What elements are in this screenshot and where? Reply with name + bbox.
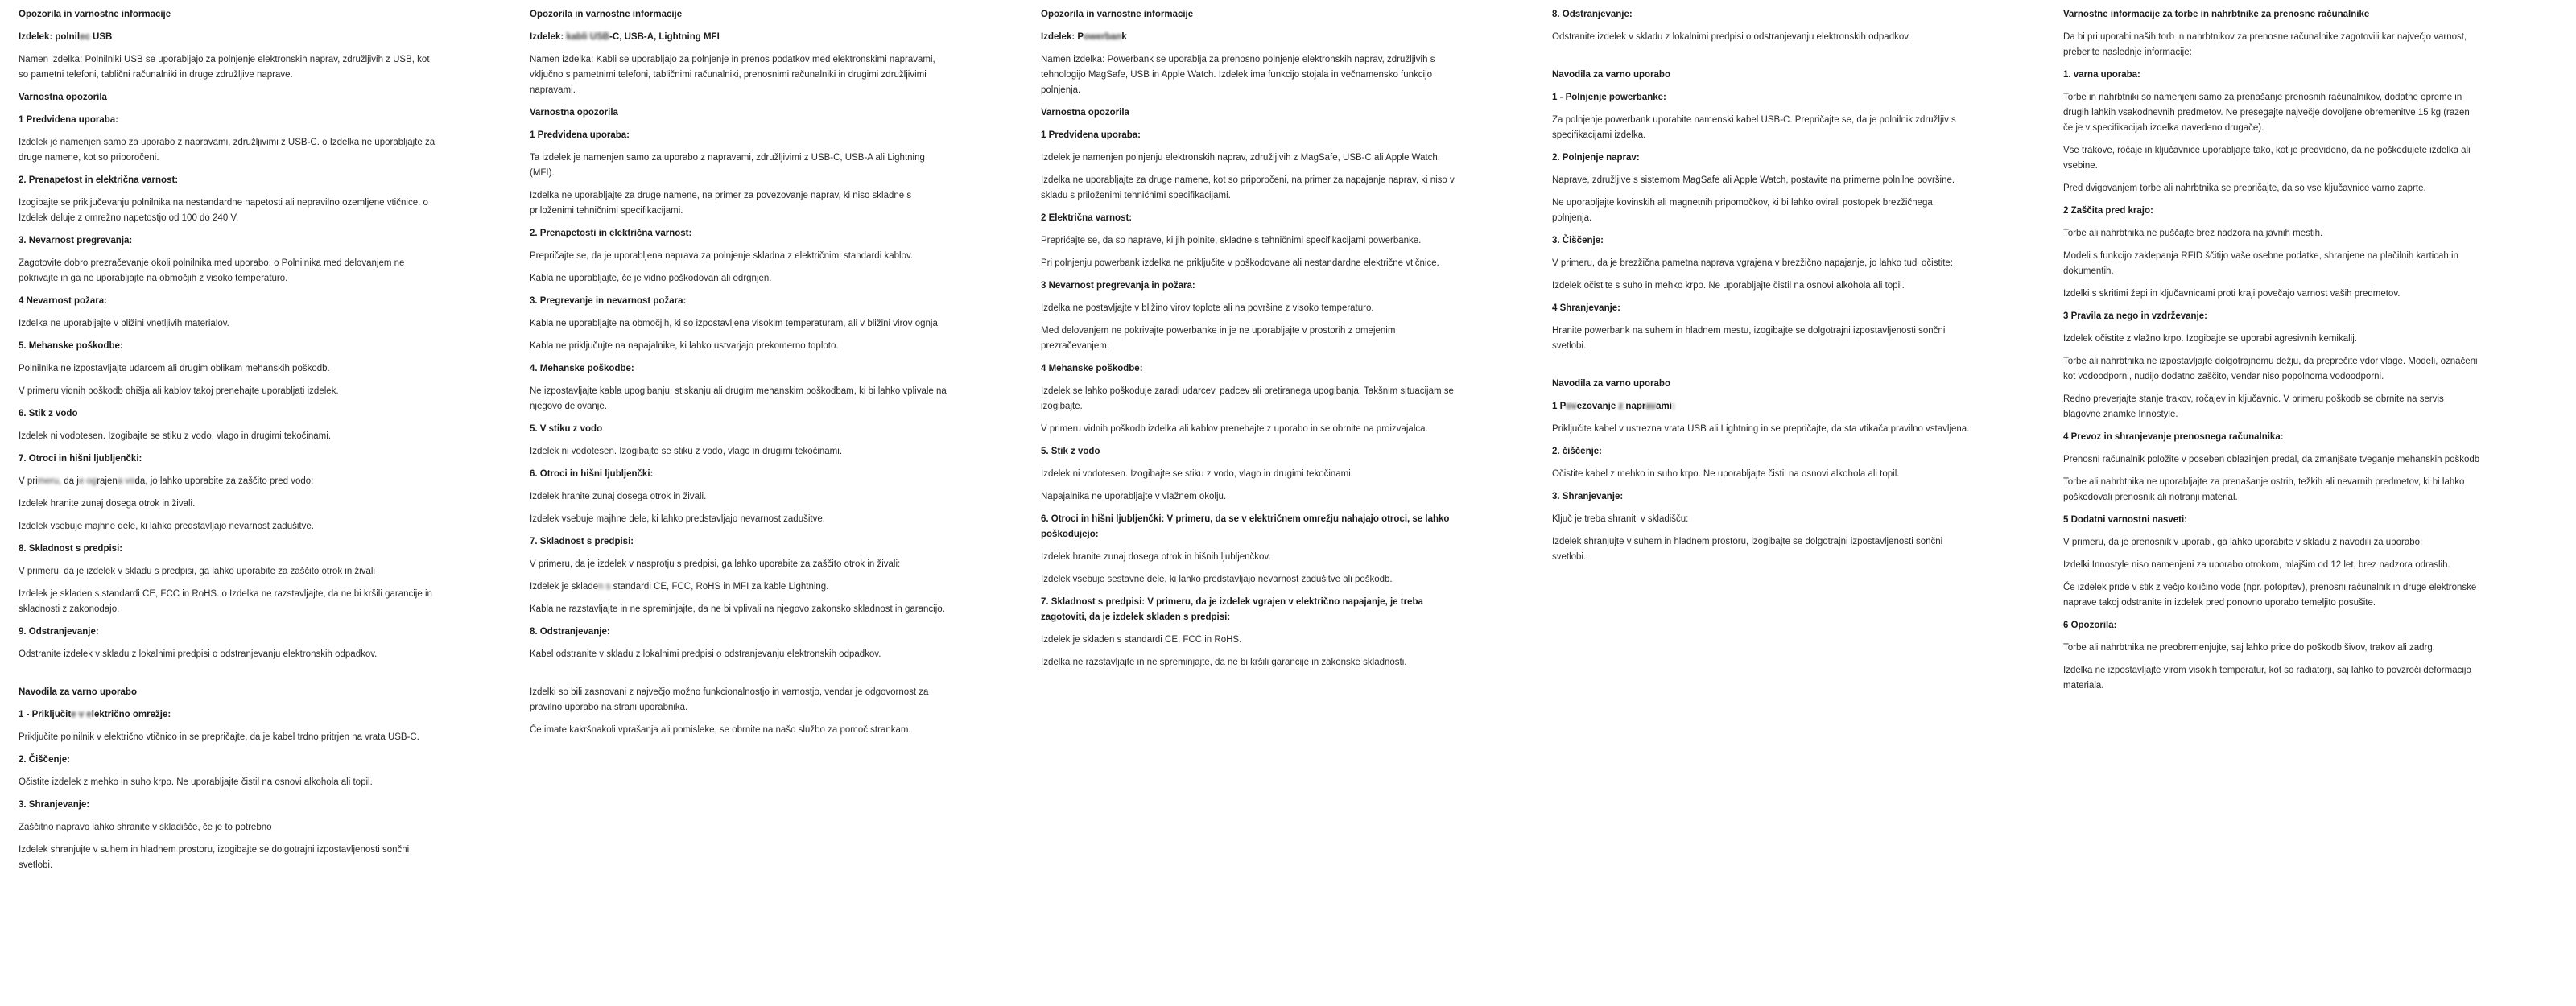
body-paragraph: Izdelek hranite zunaj dosega otrok in živali.	[530, 492, 707, 501]
body-paragraph: V primeru vidnih poškodb ohišja ali kablov takoj prenehajte uporabljati izdelek.	[19, 386, 339, 396]
blurred-text: ov	[1566, 402, 1577, 411]
blurred-text: owerban	[1084, 32, 1122, 42]
body-paragraph: Izogibajte se priključevanju polnilnika na nestandardne napetosti ali nepravilno ozemljene vtičnice. o Izdelek deluje z omrežno napetostjo od 100 do 240 V.	[19, 198, 428, 223]
section-heading: 1 Predvidena uporaba:	[19, 115, 118, 125]
body-paragraph: Izdelek ni vodotesen. Izogibajte se stiku z vodo, vlago in drugimi tekočinami.	[530, 447, 843, 456]
section-heading: 2 Zaščita pred krajo:	[2063, 206, 2153, 216]
body-paragraph: Izdelek vsebuje majhne dele, ki lahko predstavljajo nevarnost zadušitve.	[19, 522, 314, 531]
section-heading: 3. Nevarnost pregrevanja:	[19, 236, 133, 245]
section-heading: 1 Predvidena uporaba:	[1041, 130, 1141, 140]
section-heading: 9. Odstranjevanje:	[19, 627, 99, 637]
body-paragraph: V primeru, da je izdelek v nasprotju s predpisi, ga lahko uporabite za zaščito otrok in živali:	[530, 559, 901, 569]
section-heading: 8. Skladnost s predpisi:	[19, 544, 123, 554]
section-heading: 6. Otroci in hišni ljubljenčki: V primeru, da se v električnem omrežju nahajajo otroci, se lahko poškodujejo:	[1041, 514, 1450, 539]
blurred-text: z	[1618, 402, 1624, 411]
section-heading: 5. Mehanske poškodbe:	[19, 341, 123, 351]
body-paragraph: Očistite kabel z mehko in suho krpo. Ne uporabljajte čistil na osnovi alkohola ali topil.	[1552, 469, 1900, 479]
section-heading: 8. Odstranjevanje:	[1552, 10, 1633, 19]
section-heading: 4. Mehanske poškodbe:	[530, 364, 634, 373]
body-paragraph: Izdelek vsebuje majhne dele, ki lahko predstavljajo nevarnost zadušitve.	[530, 514, 825, 524]
section-heading: Navodila za varno uporabo	[19, 687, 137, 697]
blurred-text: e og	[78, 476, 97, 486]
section-heading: 8. Odstranjevanje:	[530, 627, 610, 637]
column-usb-charger	[19, 7, 437, 880]
blurred-text: meru,	[37, 476, 62, 486]
section-heading: Navodila za varno uporabo	[1552, 379, 1670, 389]
section-heading: 2. čiščenje:	[1552, 447, 1603, 456]
section-heading: 2. Prenapetost in električna varnost:	[19, 175, 179, 185]
body-paragraph: Izdelka ne razstavljajte in ne spreminjajte, da ne bi kršili garancije in zakonske skladnosti.	[1041, 658, 1407, 667]
body-paragraph: Kabla ne razstavljajte in ne spreminjajte, da ne bi vplivali na njegovo zakonsko skladnost in garancijo.	[530, 604, 945, 614]
body-paragraph: Izdelek hranite zunaj dosega otrok in živali.	[19, 499, 196, 509]
section-heading: 6. Stik z vodo	[19, 409, 78, 418]
body-paragraph: Pri polnjenju powerbank izdelka ne priključite v poškodovane ali nestandardne električne vtičnice.	[1041, 258, 1439, 268]
column-powerbank-usage	[1552, 7, 1971, 880]
body-paragraph: Pred dvigovanjem torbe ali nahrbtnika se prepričajte, da so vse ključavnice varno zaprte.	[2063, 183, 2426, 193]
body-paragraph: Namen izdelka: Polnilniki USB se uporabljajo za polnjenje elektronskih naprav, združljivih z USB, kot so pametni telefoni, tablični računalniki in druge združljive naprave.	[19, 55, 430, 80]
body-paragraph: Torbe ali nahrbtnika ne puščajte brez nadzora na javnih mestih.	[2063, 229, 2323, 238]
body-paragraph: Izdelka ne uporabljajte za druge namene, kot so priporočeni, na primer za napajanje naprav, ki niso v skladu s priloženimi tehničnimi specifikacijami.	[1041, 175, 1455, 200]
section-heading: 1 - Priključite v električno omrežje:	[19, 710, 171, 719]
body-paragraph: Namen izdelka: Powerbank se uporablja za prenosno polnjenje elektronskih naprav, združljivih s tehnologijo MagSafe, USB in Apple Watch. Izdelek ima funkcijo stojala in večnamensko funkcijo polnjenja.	[1041, 55, 1435, 95]
section-heading: 1 Povezovanje z napravami:	[1552, 402, 1675, 411]
body-paragraph: Ta izdelek je namenjen samo za uporabo z napravami, združljivimi z USB-C, USB-A ali Lightning (MFI).	[530, 153, 925, 178]
blurred-text: e v e	[71, 710, 92, 719]
section-heading: 3 Nevarnost pregrevanja in požara:	[1041, 281, 1195, 291]
body-paragraph: Kabla ne uporabljajte, če je vidno poškodovan ali odrgnjen.	[530, 274, 772, 283]
section-heading: 7. Otroci in hišni ljubljenčki:	[19, 454, 142, 464]
section-heading: 3. Pregrevanje in nevarnost požara:	[530, 296, 687, 306]
body-paragraph: Izdelek se lahko poškoduje zaradi udarcev, padcev ali pretiranega upogibanja. Takšnim situacijam se izogibajte.	[1041, 386, 1454, 411]
body-paragraph: Izdelek je namenjen samo za uporabo z napravami, združljivimi z USB-C. o Izdelka ne uporabljajte za druge namene, kot so priporočeni.	[19, 138, 436, 163]
body-paragraph: Izdelek očistite z vlažno krpo. Izogibajte se uporabi agresivnih kemikalij.	[2063, 334, 2357, 344]
body-paragraph: Med delovanjem ne pokrivajte powerbanke in je ne uporabljajte v prostorih z omejenim prezračevanjem.	[1041, 326, 1396, 351]
body-paragraph: Zagotovite dobro prezračevanje okoli polnilnika med uporabo. o Polnilnika med delovanjem ne pokrivajte in ga ne uporabljajte na območjih z visoko temperaturo.	[19, 258, 405, 283]
body-paragraph: Torbe ali nahrbtnika ne preobremenjujte, saj lahko pride do poškodb šivov, trakov ali zadrg.	[2063, 643, 2435, 653]
section-heading: 6. Otroci in hišni ljubljenčki:	[530, 469, 654, 479]
column-powerbank	[1041, 7, 1459, 880]
body-paragraph: Hranite powerbank na suhem in hladnem mestu, izogibajte se dolgotrajni izpostavljenosti sončni svetlobi.	[1552, 326, 1946, 351]
section-heading: Izdelek: polnilec USB	[19, 32, 113, 42]
column-cables	[530, 7, 948, 880]
section-heading: 3. Shranjevanje:	[1552, 492, 1624, 501]
section-heading: 3. Shranjevanje:	[19, 800, 90, 810]
section-heading: 1 Predvidena uporaba:	[530, 130, 630, 140]
section-heading: 7. Skladnost s predpisi: V primeru, da je izdelek vgrajen v električno napajanje, je treba zagotoviti, da je izdelek skladen s predpisi:	[1041, 597, 1423, 622]
blurred-text: ec	[80, 32, 90, 42]
body-paragraph: Izdelki so bili zasnovani z največjo možno funkcionalnostjo in varnostjo, vendar je odgovornost za pravilno uporabo na strani uporabnika.	[530, 687, 929, 712]
body-paragraph: Prepričajte se, da je uporabljena naprava za polnjenje skladna z električnimi standardi kablov.	[530, 251, 914, 261]
section-heading: 4 Mehanske poškodbe:	[1041, 364, 1143, 373]
body-paragraph: Priključite kabel v ustrezna vrata USB ali Lightning in se prepričajte, da sta vtikača pravilno vstavljena.	[1552, 424, 1970, 434]
section-heading: 5 Dodatni varnostni nasveti:	[2063, 515, 2188, 525]
section-heading: 2. Prenapetosti in električna varnost:	[530, 229, 692, 238]
body-paragraph: Odstranite izdelek v skladu z lokalnimi predpisi o odstranjevanju elektronskih odpadkov.	[1552, 32, 1911, 42]
section-heading: 4 Prevoz in shranjevanje prenosnega računalnika:	[2063, 432, 2284, 442]
body-paragraph: Če imate kakršnakoli vprašanja ali pomisleke, se obrnite na našo službo za pomoč strankam.	[530, 725, 911, 735]
section-heading: 6 Opozorila:	[2063, 621, 2117, 630]
body-paragraph: Naprave, združljive s sistemom MagSafe ali Apple Watch, postavite na primerne polnilne površine.	[1552, 175, 1955, 185]
section-heading: 5. Stik z vodo	[1041, 447, 1100, 456]
body-paragraph: Izdelek očistite s suho in mehko krpo. Ne uporabljajte čistil na osnovi alkohola ali topil.	[1552, 281, 1905, 291]
body-paragraph: Izdelek je skladen s standardi CE, FCC, RoHS in MFI za kable Lightning.	[530, 582, 829, 592]
body-paragraph: Ključ je treba shraniti v skladišču:	[1552, 514, 1689, 524]
section-heading: 5. V stiku z vodo	[530, 424, 603, 434]
section-heading: Opozorila in varnostne informacije	[19, 10, 171, 19]
section-heading: 2. Polnjenje naprav:	[1552, 153, 1640, 163]
column-laptop-bags	[2063, 7, 2482, 880]
body-paragraph: Kabla ne uporabljajte na območjih, ki so izpostavljena visokim temperaturam, ali v bližini virov ognja.	[530, 319, 941, 328]
section-heading: 3. Čiščenje:	[1552, 236, 1604, 245]
body-paragraph: Izdelek hranite zunaj dosega otrok in hišnih ljubljenčkov.	[1041, 552, 1271, 562]
body-paragraph: Priključite polnilnik v električno vtičnico in se prepričajte, da je kabel trdno pritrjen na vrata USB-C.	[19, 732, 419, 742]
section-heading: 2 Električna varnost:	[1041, 213, 1133, 223]
blurred-text: kabli USB	[566, 32, 610, 42]
body-paragraph: Torbe ali nahrbtnika ne uporabljajte za prenašanje ostrih, težkih ali nevarnih predmetov, ki bi lahko poškodovali prenosnik ali notranji material.	[2063, 477, 2465, 502]
blurred-text: n s	[598, 582, 611, 592]
blurred-text: :	[1671, 402, 1675, 411]
body-paragraph: Če izdelek pride v stik z večjo količino vode (npr. potopitev), prenosni računalnik in druge elektronske naprave takoj odstranite in izdelek pred ponovno uporabo temeljito posušite.	[2063, 583, 2477, 608]
body-paragraph: Zaščitno napravo lahko shranite v skladišče, če je to potrebno	[19, 823, 272, 832]
body-paragraph: Modeli s funkcijo zaklepanja RFID ščitijo vaše osebne podatke, shranjene na plačilnih karticah in dokumentih.	[2063, 251, 2458, 276]
section-heading: 4 Shranjevanje:	[1552, 303, 1621, 313]
section-heading: 2. Čiščenje:	[19, 755, 70, 765]
body-paragraph: Izdelek shranjujte v suhem in hladnem prostoru, izogibajte se dolgotrajni izpostavljenosti sončni svetlobi.	[19, 845, 410, 870]
body-paragraph: Prepričajte se, da so naprave, ki jih polnite, skladne s tehničnimi specifikacijami powerbanke.	[1041, 236, 1422, 245]
body-paragraph: Izdelek vsebuje sestavne dele, ki lahko predstavljajo nevarnost zadušitve ali poškodb.	[1041, 575, 1393, 584]
body-paragraph: Polnilnika ne izpostavljajte udarcem ali drugim oblikam mehanskih poškodb.	[19, 364, 330, 373]
body-paragraph: Izdelki Innostyle niso namenjeni za uporabo otrokom, mlajšim od 12 let, brez nadzora odraslih.	[2063, 560, 2450, 570]
body-paragraph: V primeru, da je brezžična pametna naprava vgrajena v brezžično napajanje, jo lahko tudi očistite:	[1552, 258, 1953, 268]
section-heading: Varnostna opozorila	[1041, 108, 1129, 118]
section-heading: 3 Pravila za nego in vzdrževanje:	[2063, 311, 2207, 321]
body-paragraph: Kabla ne priključujte na napajalnike, ki lahko ustvarjajo prekomerno toploto.	[530, 341, 839, 351]
body-paragraph: Izdelka ne postavljajte v bližino virov toplote ali na površine z visoko temperaturo.	[1041, 303, 1374, 313]
section-heading: 1. varna uporaba:	[2063, 70, 2140, 80]
body-paragraph: Da bi pri uporabi naših torb in nahrbtnikov za prenosne računalnike zagotovili kar največjo varnost, preberite naslednje informacije:	[2063, 32, 2467, 57]
body-paragraph: Torbe in nahrbtniki so namenjeni samo za prenašanje prenosnih računalnikov, dodatne opreme in drugih lahkih vsakodnevnih predmetov. Ne presegajte največje dovoljene obremenitve 15 kg (razen če je v specifikacijah izdelka navedeno drugače).	[2063, 93, 2470, 133]
body-paragraph: Izdelek ni vodotesen. Izogibajte se stiku z vodo, vlago in drugimi tekočinami.	[19, 431, 332, 441]
body-paragraph: Izdelka ne uporabljajte za druge namene, na primer za povezovanje naprav, ki niso skladne s priloženimi tehničnimi specifikacijami.	[530, 191, 912, 216]
body-paragraph: Izdelek ni vodotesen. Izogibajte se stiku z vodo, vlago in drugimi tekočinami.	[1041, 469, 1354, 479]
section-heading: Opozorila in varnostne informacije	[1041, 10, 1194, 19]
body-paragraph: Kabel odstranite v skladu z lokalnimi predpisi o odstranjevanju elektronskih odpadkov.	[530, 649, 881, 659]
section-heading: Varnostna opozorila	[19, 93, 107, 102]
section-heading: 1 - Polnjenje powerbanke:	[1552, 93, 1666, 102]
section-heading: Varnostne informacije za torbe in nahrbtnike za prenosne računalnike	[2063, 10, 2370, 19]
blurred-text: av	[1645, 402, 1657, 411]
body-paragraph: Za polnjenje powerbank uporabite namenski kabel USB-C. Prepričajte se, da je polnilnik združljiv s specifikacijami izdelka.	[1552, 115, 1956, 140]
section-heading: Opozorila in varnostne informacije	[530, 10, 683, 19]
section-heading: 7. Skladnost s predpisi:	[530, 537, 634, 546]
body-paragraph: Torbe ali nahrbtnika ne izpostavljajte dolgotrajnemu dežju, da preprečite vdor vlage. Modeli, označeni kot vodoodporni, nudijo dodatno zaščito, vendar niso popolnoma vodoodporni.	[2063, 357, 2478, 381]
body-paragraph: Izdelek je namenjen polnjenju elektronskih naprav, združljivih z MagSafe, USB-C ali Apple Watch.	[1041, 153, 1441, 163]
body-paragraph: Vse trakove, ročaje in ključavnice uporabljajte tako, kot je predvideno, da ne poškodujete izdelka ali vsebine.	[2063, 146, 2471, 171]
body-paragraph: Izdelek je skladen s standardi CE, FCC in RoHS.	[1041, 635, 1242, 645]
body-paragraph: Odstranite izdelek v skladu z lokalnimi predpisi o odstranjevanju elektronskih odpadkov.	[19, 649, 378, 659]
body-paragraph: V primeru vidnih poškodb izdelka ali kablov prenehajte z uporabo in se obrnite na proizvajalca.	[1041, 424, 1428, 434]
body-paragraph: Izdelek je skladen s standardi CE, FCC in RoHS. o Izdelka ne razstavljajte, da ne bi kršili garancije in skladnosti z zakonodajo.	[19, 589, 432, 614]
section-heading: Izdelek: Powerbank	[1041, 32, 1127, 42]
body-paragraph: Napajalnika ne uporabljajte v vlažnem okolju.	[1041, 492, 1227, 501]
body-paragraph: V primeru, da je ograjena voda, jo lahko uporabite za zaščito pred vodo:	[19, 476, 314, 486]
body-paragraph: Izdelka ne izpostavljajte virom visokih temperatur, kot so radiatorji, saj lahko to povzroči deformacijo materiala.	[2063, 666, 2471, 691]
section-heading: 4 Nevarnost požara:	[19, 296, 107, 306]
body-paragraph: Namen izdelka: Kabli se uporabljajo za polnjenje in prenos podatkov med elektronskimi napravami, vključno s pametnimi telefoni, tabličnimi računalniki, prenosnimi računalniki in drugimi združljivimi napravami.	[530, 55, 935, 95]
body-paragraph: Izdelki s skritimi žepi in ključavnicami proti kraji povečajo varnost vaših predmetov.	[2063, 289, 2401, 299]
body-paragraph: Izdelka ne uporabljajte v bližini vnetljivih materialov.	[19, 319, 229, 328]
body-paragraph: Očistite izdelek z mehko in suho krpo. Ne uporabljajte čistil na osnovi alkohola ali topil.	[19, 777, 373, 787]
body-paragraph: V primeru, da je izdelek v skladu s predpisi, ga lahko uporabite za zaščito otrok in živali	[19, 567, 375, 576]
section-heading: Varnostna opozorila	[530, 108, 618, 118]
blurred-text: a vo	[117, 476, 135, 486]
body-paragraph: Ne izpostavljajte kabla upogibanju, stiskanju ali drugim mehanskim poškodbam, ki bi lahko vplivale na njegovo delovanje.	[530, 386, 947, 411]
section-heading: Izdelek: kabli USB-C, USB-A, Lightning MFI	[530, 32, 720, 42]
body-paragraph: Redno preverjajte stanje trakov, ročajev in ključavnic. V primeru poškodb se obrnite na servis blagovne znamke Innostyle.	[2063, 394, 2444, 419]
body-paragraph: Ne uporabljajte kovinskih ali magnetnih pripomočkov, ki bi lahko ovirali postopek brezžičnega polnjenja.	[1552, 198, 1933, 223]
body-paragraph: Prenosni računalnik položite v poseben oblazinjen predal, da zmanjšate tveganje mehanskih poškodb	[2063, 455, 2480, 464]
body-paragraph: V primeru, da je prenosnik v uporabi, ga lahko uporabite v skladu z navodili za uporabo:	[2063, 538, 2423, 547]
section-heading: Navodila za varno uporabo	[1552, 70, 1670, 80]
body-paragraph: Izdelek shranjujte v suhem in hladnem prostoru, izogibajte se dolgotrajni izpostavljenosti sončni svetlobi.	[1552, 537, 1943, 562]
